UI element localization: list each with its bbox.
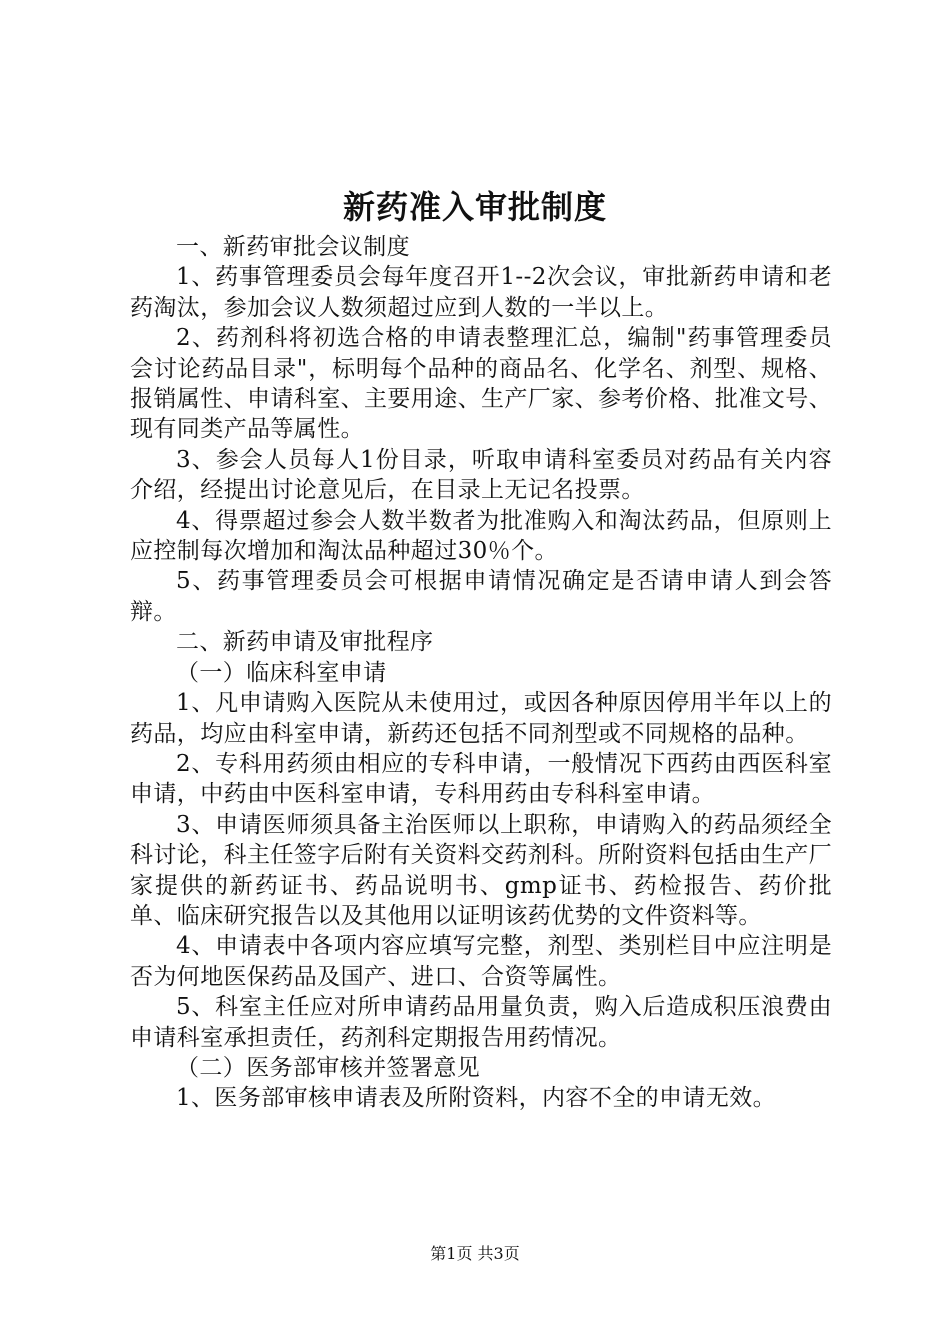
section-heading: 二、新药申请及审批程序	[176, 629, 434, 656]
paragraph: 2、药剂科将初选合格的申请表整理汇总，编制"药事管理委员会讨论药品目录"，标明每个品种的商品名、化学名、剂型、规格、报销属性、申请科室、主要用途、生产厂家、参考价格、批准文号、现有同类产品等属性。	[130, 325, 832, 443]
section-heading: 一、新药审批会议制度	[176, 234, 410, 260]
paragraph: 2、专科用药须由相应的专科申请，一般情况下西药由西医科室申请，中药由中医科室申请，专科用药由专科科室申请。	[130, 750, 832, 808]
paragraph: 4、申请表中各项内容应填写完整，剂型、类别栏目中应注明是否为何地医保药品及国产、进口、合资等属性。	[130, 933, 832, 990]
paragraph: 3、参会人员每人1份目录，听取申请科室委员对药品有关内容介绍，经提出讨论意见后，在目录上无记名投票。	[130, 446, 832, 504]
document-title: 新药准入审批制度	[342, 188, 607, 226]
subsection-heading: （一）临床科室申请	[176, 659, 387, 686]
paragraph: 1、医务部审核申请表及所附资料，内容不全的申请无效。	[176, 1085, 777, 1112]
paragraph: 4、得票超过参会人数半数者为批准购入和淘汰药品，但原则上应控制每次增加和淘汰品种超过30％个。	[130, 507, 832, 565]
subsection-heading: （二）医务部审核并签署意见	[176, 1054, 481, 1081]
document-body	[130, 232, 832, 1114]
paragraph: 1、凡申请购入医院从未使用过，或因各种原因停用半年以上的药品，均应由科室申请，新药还包括不同剂型或不同规格的品种。	[130, 690, 832, 747]
paragraph: 1、药事管理委员会每年度召开1--2次会议，审批新药申请和老药淘汰，参加会议人数须超过应到人数的一半以上。	[130, 264, 832, 321]
page-number: 第1页 共3页	[430, 1244, 520, 1263]
paragraph: 3、申请医师须具备主治医师以上职称，申请购入的药品须经全科讨论，科主任签字后附有关资料交药剂科。所附资料包括由生产厂家提供的新药证书、药品说明书、gmp证书、药检报告、药价批单、临床研究报告以及其他用以证明该药优势的文件资料等。	[130, 811, 832, 929]
paragraph: 5、科室主任应对所申请药品用量负责，购入后造成积压浪费由申请科室承担责任，药剂科定期报告用药情况。	[130, 994, 832, 1051]
paragraph: 5、药事管理委员会可根据申请情况确定是否请申请人到会答辩。	[130, 568, 832, 625]
